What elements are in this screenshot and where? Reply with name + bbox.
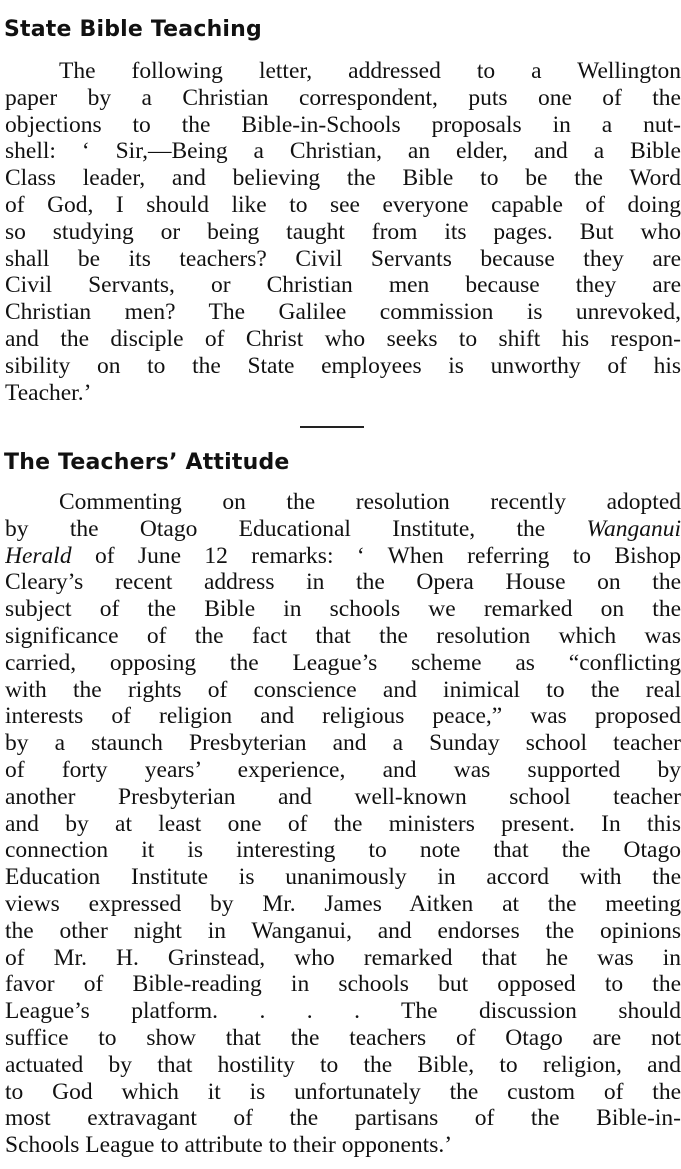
article-2-line: League’s platform. . . . The discussion should xyxy=(5,998,681,1025)
article-2-line xyxy=(5,516,681,543)
article-2-body xyxy=(5,489,681,1159)
article-2-line: with the rights of conscience and inimical to the real xyxy=(5,676,681,703)
article-2-line-text: of June 12 remarks: ‘ When referring to Bishop xyxy=(71,542,681,569)
article-1-line: paper by a Christian correspondent, puts one of the xyxy=(5,84,681,111)
article-2-line: favor of Bible-reading in schools but opposed to the xyxy=(5,971,681,998)
article-1-line: shall be its teachers? Civil Servants because they are xyxy=(5,245,681,272)
article-1-line: Civil Servants, or Christian men because they are xyxy=(5,272,681,299)
newspaper-name-italic: Herald xyxy=(5,542,72,569)
article-2-line xyxy=(5,543,681,570)
article-1-line: Christian men? The Galilee commission is unrevoked, xyxy=(5,299,681,326)
article-1-line: of God, I should like to see everyone capable of doing xyxy=(5,191,681,218)
newspaper-name-italic: Wanganui xyxy=(586,515,681,542)
article-1-line: and the disciple of Christ who seeks to shift his respon- xyxy=(5,325,681,352)
article-1-line: objections to the Bible-in-Schools proposals in a nut- xyxy=(5,111,681,138)
article-2-heading: The Teachers’ Attitude xyxy=(4,450,290,475)
article-2-line: of Mr. H. Grinstead, who remarked that he was in xyxy=(5,944,681,971)
article-2-line: and by at least one of the ministers present. In this xyxy=(5,810,681,837)
article-2-line: views expressed by Mr. James Aitken at the meeting xyxy=(5,890,681,917)
article-2-line: carried, opposing the League’s scheme as “conflicting xyxy=(5,649,681,676)
article-2-line: connection it is interesting to note that the Otago xyxy=(5,837,681,864)
article-2-line: interests of religion and religious peace,” was proposed xyxy=(5,703,681,730)
article-2-line: by a staunch Presbyterian and a Sunday school teacher xyxy=(5,730,681,757)
article-2-line: to God which it is unfortunately the custom of the xyxy=(5,1078,681,1105)
article-2-line: the other night in Wanganui, and endorses the opinions xyxy=(5,917,681,944)
article-2-line: Education Institute is unanimously in accord with the xyxy=(5,864,681,891)
article-2-line: subject of the Bible in schools we remarked on the xyxy=(5,596,681,623)
article-2-line: of forty years’ experience, and was supported by xyxy=(5,756,681,783)
article-1-heading: State Bible Teaching xyxy=(4,17,262,42)
article-1-line: sibility on to the State employees is unworthy of his xyxy=(5,352,681,379)
article-2-line: Cleary’s recent address in the Opera House on the xyxy=(5,569,681,596)
article-1-line: The following letter, addressed to a Wellington xyxy=(59,58,681,84)
article-2-line-text: by the Otago Educational Institute, the xyxy=(5,515,587,542)
article-2-line: significance of the fact that the resolution which was xyxy=(5,622,681,649)
article-2-line: Commenting on the resolution recently adopted xyxy=(59,489,681,515)
article-1-line: shell: ‘ Sir,—Being a Christian, an elder, and a Bible xyxy=(5,138,681,165)
article-1-body xyxy=(5,58,681,406)
article-2-line: most extravagant of the partisans of the Bible-in- xyxy=(5,1105,681,1132)
article-1-line: Class leader, and believing the Bible to be the Word xyxy=(5,165,681,192)
article-1-line: so studying or being taught from its pages. But who xyxy=(5,218,681,245)
article-2-line: Schools League to attribute to their opponents.’ xyxy=(5,1132,453,1159)
article-2-line: another Presbyterian and well-known school teacher xyxy=(5,783,681,810)
article-2-line: actuated by that hostility to the Bible, to religion, and xyxy=(5,1051,681,1078)
section-divider xyxy=(300,426,364,428)
article-1-line: Teacher.’ xyxy=(5,379,92,406)
article-2-line: suffice to show that the teachers of Otago are not xyxy=(5,1024,681,1051)
